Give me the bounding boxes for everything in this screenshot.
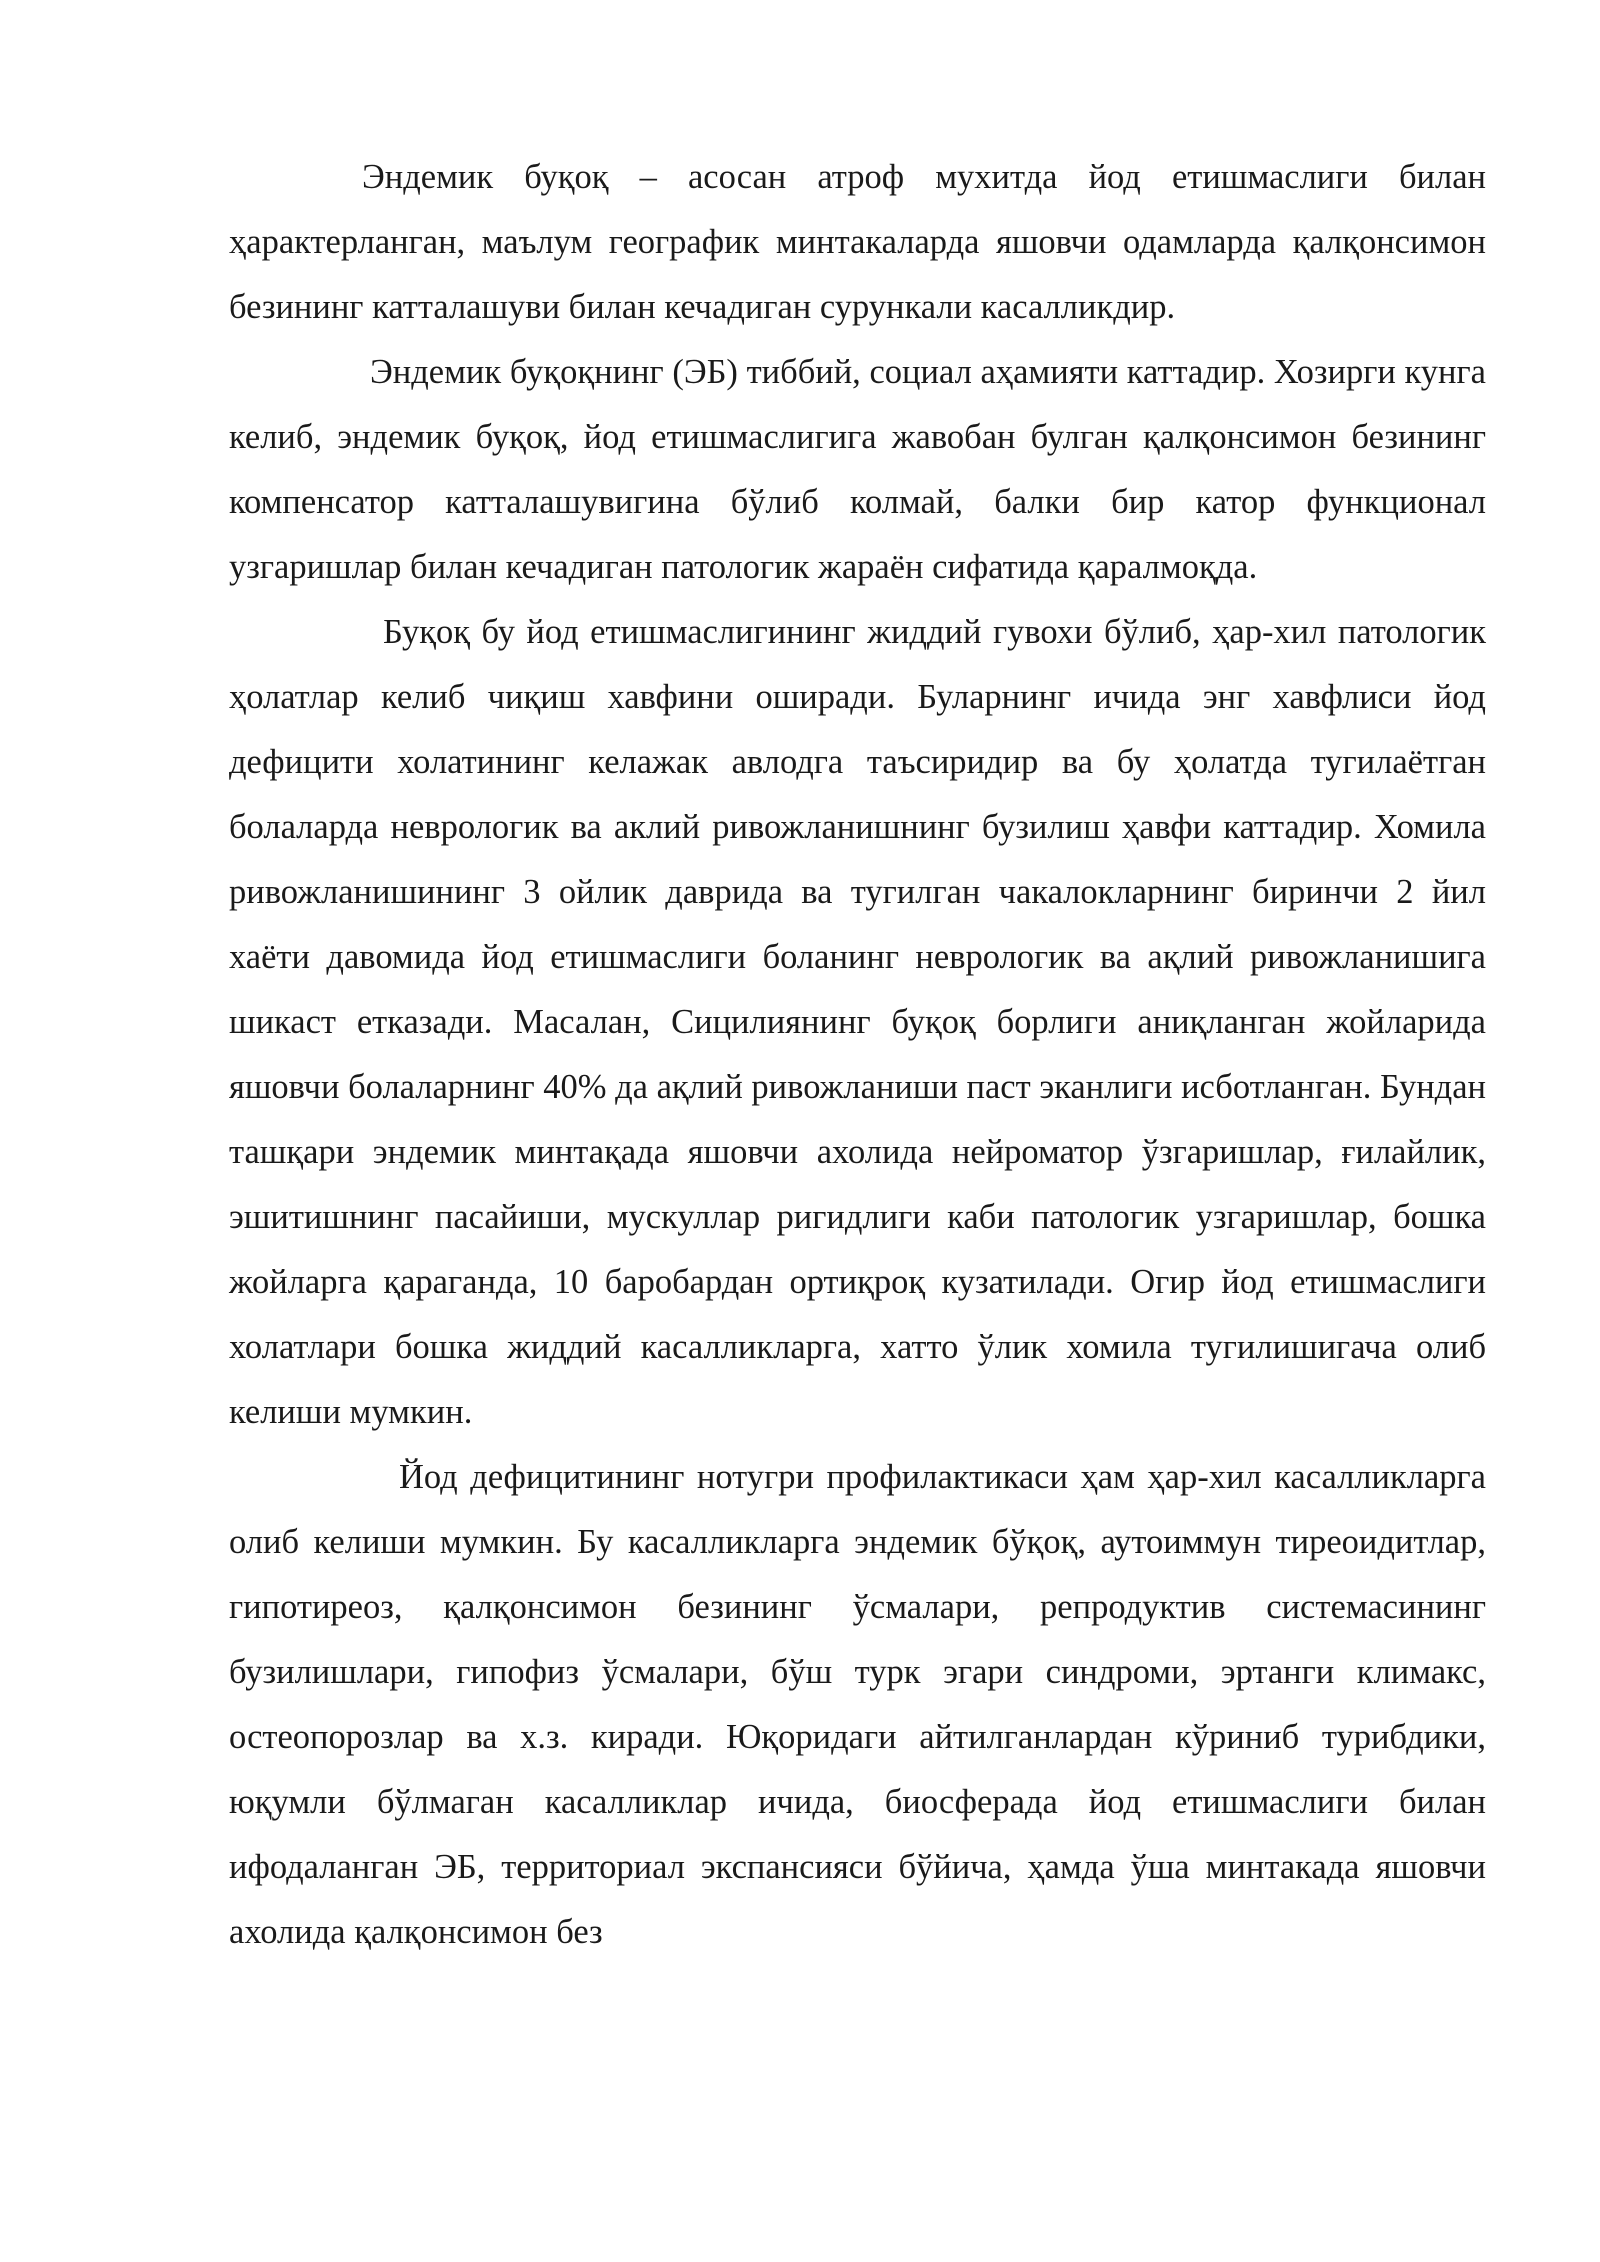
paragraph-medical-social-importance: Эндемик буқоқнинг (ЭБ) тиббий, социал аҳамияти каттадир. Хозирги кунга келиб, эндемик буқоқ, йод етишмаслигига жавобан булган қалқонсимон безининг компенсатор катталашувигина бўлиб колмай, балки бир катор функционал узгаришлар билан кечадиган патологик жараён сифатида қаралмоқда. xyxy=(229,353,1486,586)
paragraph-prophylaxis-diseases: Йод дефицитининг нотугри профилактикаси ҳам ҳар-хил касалликларга олиб келиши мумкин. Бу касалликларга эндемик бўқоқ, аутоиммун тиреоидитлар, гипотиреоз, қалқонсимон безининг ўсмалари, репродуктив системасининг бузилишлари, гипофиз ўсмалари, бўш турк эгари синдроми, эртанги климакс, остеопорозлар ва х.з. киради. Юқоридаги айтилганлардан кўриниб турибдики, юқумли бўлмаган касалликлар ичида, биосферада йод етишмаслиги билан ифодаланган ЭБ, территориал экспансияси бўйича, ҳамда ўша минтакада яшовчи ахолида қалқонсимон без xyxy=(229,1458,1486,1951)
paragraph-endemic-goiter-definition: Эндемик буқоқ – асосан атроф мухитда йод етишмаслиги билан ҳарактерланган, маълум географик минтакаларда яшовчи одамларда қалқонсимон безининг катталашуви билан кечадиган сурункали касалликдир. xyxy=(229,158,1486,326)
document-body xyxy=(229,145,1486,1965)
paragraph-iodine-deficiency-consequences: Буқоқ бу йод етишмаслигининг жиддий гувохи бўлиб, ҳар-хил патологик ҳолатлар келиб чиқиш хавфини оширади. Буларнинг ичида энг хавфлиси йод дефицити холатининг келажак авлодга таъсиридир ва бу ҳолатда тугилаётган болаларда неврологик ва аклий ривожланишнинг бузилиш ҳавфи каттадир. Хомила ривожланишининг 3 ойлик даврида ва тугилган чакалокларнинг биринчи 2 йил хаёти давомида йод етишмаслиги боланинг неврологик ва ақлий ривожланишига шикаст етказади. Масалан, Сицилиянинг буқоқ борлиги аниқланган жойларида яшовчи болаларнинг 40% да ақлий ривожланиши паст эканлиги исботланган. Бундан ташқари эндемик минтақада яшовчи ахолида нейроматор ўзгаришлар, ғилайлик, эшитишнинг пасайиши, мускуллар ригидлиги каби патологик узгаришлар, бошка жойларга қараганда, 10 баробардан ортиқроқ кузатилади. Огир йод етишмаслиги холатлари бошка жиддий касалликларга, хатто ўлик хомила тугилишигача олиб келиши мумкин. xyxy=(229,613,1486,1431)
